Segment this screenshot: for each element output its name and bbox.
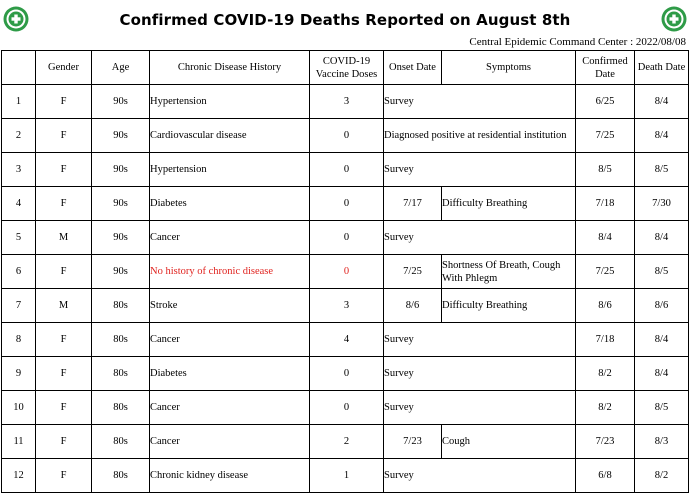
death-date-cell: 8/4 <box>635 357 689 391</box>
gender-cell: F <box>36 187 92 221</box>
death-date-cell: 8/4 <box>635 119 689 153</box>
vaccine-doses-cell: 0 <box>310 119 384 153</box>
gender-cell: F <box>36 323 92 357</box>
age-cell: 90s <box>92 85 150 119</box>
vaccine-doses-cell: 2 <box>310 425 384 459</box>
row-number-cell: 4 <box>2 187 36 221</box>
row-number-cell: 12 <box>2 459 36 493</box>
vaccine-doses-cell: 0 <box>310 391 384 425</box>
gender-cell: F <box>36 255 92 289</box>
confirmed-date-cell: 7/25 <box>576 255 635 289</box>
row-number-cell: 3 <box>2 153 36 187</box>
chronic-disease-cell: Cardiovascular disease <box>150 119 310 153</box>
confirmed-date-cell: 7/25 <box>576 119 635 153</box>
age-cell: 80s <box>92 459 150 493</box>
death-date-cell: 8/5 <box>635 153 689 187</box>
chronic-disease-cell: Cancer <box>150 425 310 459</box>
chronic-disease-cell: Cancer <box>150 323 310 357</box>
vaccine-doses-cell: 0 <box>310 255 384 289</box>
chronic-disease-cell: No history of chronic disease <box>150 255 310 289</box>
column-header: COVID-19 Vaccine Doses <box>310 51 384 85</box>
vaccine-doses-cell: 0 <box>310 357 384 391</box>
death-date-cell: 8/4 <box>635 221 689 255</box>
symptoms-cell: Survey <box>384 221 576 255</box>
symptoms-cell: Difficulty Breathing <box>442 289 576 323</box>
confirmed-date-cell: 6/25 <box>576 85 635 119</box>
symptoms-cell: Diagnosed positive at residential institution <box>384 119 576 153</box>
age-cell: 90s <box>92 221 150 255</box>
death-date-cell: 8/2 <box>635 459 689 493</box>
symptoms-cell: Shortness Of Breath, Cough With Phlegm <box>442 255 576 289</box>
death-date-cell: 8/5 <box>635 391 689 425</box>
source-line: Central Epidemic Command Center : 2022/08/08 <box>469 36 686 48</box>
gender-cell: F <box>36 425 92 459</box>
column-header: Death Date <box>635 51 689 85</box>
table-header-row <box>2 51 689 85</box>
row-number-cell: 9 <box>2 357 36 391</box>
table-row <box>2 153 689 187</box>
onset-date-cell: 8/6 <box>384 289 442 323</box>
gender-cell: F <box>36 391 92 425</box>
row-number-cell: 10 <box>2 391 36 425</box>
column-header <box>2 51 36 85</box>
deaths-table <box>1 50 689 493</box>
gender-cell: M <box>36 289 92 323</box>
table-row <box>2 85 689 119</box>
table-row <box>2 459 689 493</box>
onset-date-cell: 7/25 <box>384 255 442 289</box>
chronic-disease-cell: Diabetes <box>150 187 310 221</box>
gender-cell: F <box>36 459 92 493</box>
confirmed-date-cell: 7/18 <box>576 187 635 221</box>
symptoms-cell: Survey <box>384 357 576 391</box>
confirmed-date-cell: 7/18 <box>576 323 635 357</box>
table-row <box>2 221 689 255</box>
column-header: Gender <box>36 51 92 85</box>
age-cell: 80s <box>92 323 150 357</box>
vaccine-doses-cell: 0 <box>310 187 384 221</box>
death-date-cell: 8/4 <box>635 85 689 119</box>
onset-date-cell: 7/23 <box>384 425 442 459</box>
vaccine-doses-cell: 1 <box>310 459 384 493</box>
chronic-disease-cell: Cancer <box>150 391 310 425</box>
row-number-cell: 5 <box>2 221 36 255</box>
symptoms-cell: Survey <box>384 391 576 425</box>
symptoms-cell: Survey <box>384 153 576 187</box>
age-cell: 80s <box>92 425 150 459</box>
death-date-cell: 8/5 <box>635 255 689 289</box>
table-row <box>2 187 689 221</box>
onset-date-cell: 7/17 <box>384 187 442 221</box>
symptoms-cell: Survey <box>384 85 576 119</box>
confirmed-date-cell: 8/2 <box>576 391 635 425</box>
chronic-disease-cell: Hypertension <box>150 153 310 187</box>
vaccine-doses-cell: 4 <box>310 323 384 357</box>
table-row <box>2 425 689 459</box>
gender-cell: F <box>36 153 92 187</box>
row-number-cell: 8 <box>2 323 36 357</box>
column-header: Confirmed Date <box>576 51 635 85</box>
age-cell: 90s <box>92 187 150 221</box>
death-date-cell: 8/6 <box>635 289 689 323</box>
death-date-cell: 8/3 <box>635 425 689 459</box>
chronic-disease-cell: Stroke <box>150 289 310 323</box>
chronic-disease-cell: Chronic kidney disease <box>150 459 310 493</box>
table-row <box>2 289 689 323</box>
table-row <box>2 357 689 391</box>
vaccine-doses-cell: 0 <box>310 153 384 187</box>
age-cell: 80s <box>92 357 150 391</box>
table-row <box>2 119 689 153</box>
row-number-cell: 7 <box>2 289 36 323</box>
column-header: Chronic Disease History <box>150 51 310 85</box>
column-header: Age <box>92 51 150 85</box>
symptoms-cell: Difficulty Breathing <box>442 187 576 221</box>
column-header: Onset Date <box>384 51 442 85</box>
table-row <box>2 323 689 357</box>
confirmed-date-cell: 7/23 <box>576 425 635 459</box>
death-date-cell: 8/4 <box>635 323 689 357</box>
table-row <box>2 391 689 425</box>
chronic-disease-cell: Diabetes <box>150 357 310 391</box>
age-cell: 90s <box>92 119 150 153</box>
age-cell: 80s <box>92 391 150 425</box>
gender-cell: M <box>36 221 92 255</box>
confirmed-date-cell: 8/5 <box>576 153 635 187</box>
row-number-cell: 2 <box>2 119 36 153</box>
age-cell: 80s <box>92 289 150 323</box>
confirmed-date-cell: 8/2 <box>576 357 635 391</box>
table-row <box>2 255 689 289</box>
chronic-disease-cell: Hypertension <box>150 85 310 119</box>
symptoms-cell: Cough <box>442 425 576 459</box>
gender-cell: F <box>36 357 92 391</box>
age-cell: 90s <box>92 255 150 289</box>
death-date-cell: 7/30 <box>635 187 689 221</box>
column-header: Symptoms <box>442 51 576 85</box>
vaccine-doses-cell: 0 <box>310 221 384 255</box>
confirmed-date-cell: 8/6 <box>576 289 635 323</box>
page-title: Confirmed COVID-19 Deaths Reported on August 8th <box>119 11 571 29</box>
vaccine-doses-cell: 3 <box>310 85 384 119</box>
symptoms-cell: Survey <box>384 323 576 357</box>
confirmed-date-cell: 8/4 <box>576 221 635 255</box>
vaccine-doses-cell: 3 <box>310 289 384 323</box>
age-cell: 90s <box>92 153 150 187</box>
row-number-cell: 1 <box>2 85 36 119</box>
row-number-cell: 11 <box>2 425 36 459</box>
confirmed-date-cell: 6/8 <box>576 459 635 493</box>
gender-cell: F <box>36 85 92 119</box>
row-number-cell: 6 <box>2 255 36 289</box>
symptoms-cell: Survey <box>384 459 576 493</box>
chronic-disease-cell: Cancer <box>150 221 310 255</box>
gender-cell: F <box>36 119 92 153</box>
